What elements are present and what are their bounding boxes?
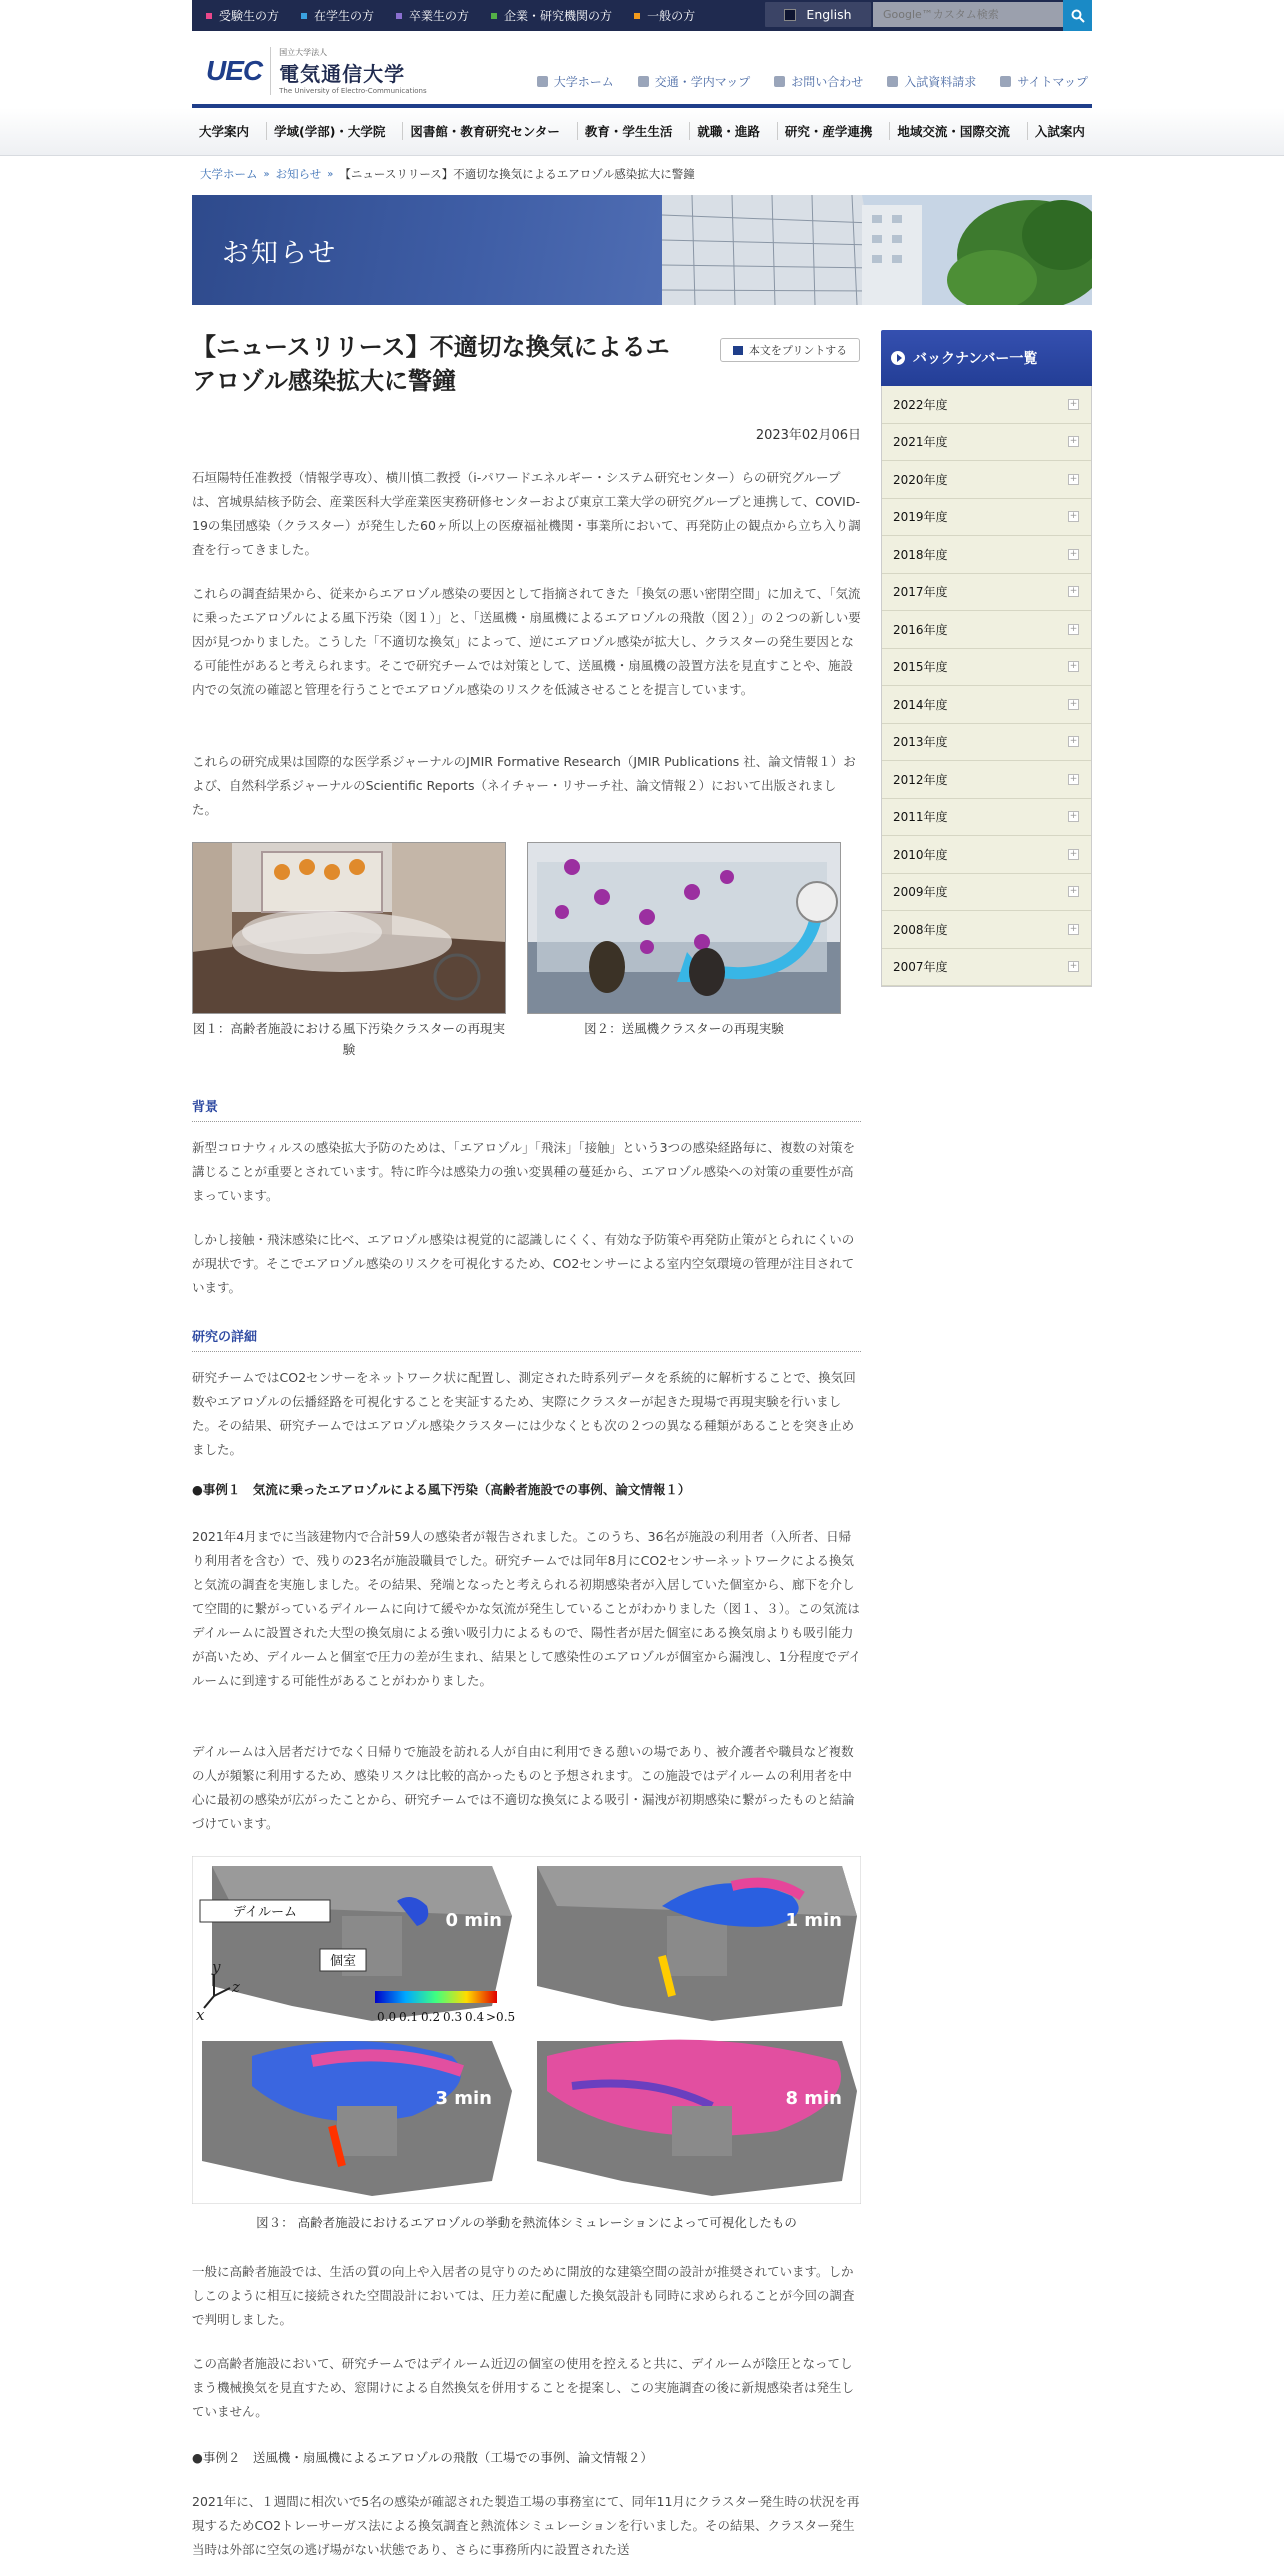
sidebar-item-2018[interactable] xyxy=(882,536,1091,574)
university-logo[interactable] xyxy=(206,47,427,95)
sidebar-item-2012[interactable] xyxy=(882,761,1091,799)
breadcrumb-home[interactable]: 大学ホーム xyxy=(200,167,258,181)
gnav-item-admissions[interactable]: 入試案内 xyxy=(1027,122,1092,140)
color-scale-bar xyxy=(375,1991,497,2003)
figure-3-caption: 図３： 高齢者施設におけるエアロゾルの挙動を熱流体シミュレーションによって可視化したもの xyxy=(256,2215,797,2230)
map-pin-icon xyxy=(638,76,649,87)
paragraph: 研究チームではCO2センサーをネットワーク状に配置し、測定された時系列データを系統的に解析することで、換気回数やエアロゾルの伝播経路を可視化することを実証するため、実際にクラスターが起きた現場で再現実験を行いました。その結果、研究チームではエアロゾル感染クラスターには少なくとも次の２つの異なる種類があることを突き止めました。 xyxy=(192,1370,856,1457)
globe-icon xyxy=(784,9,796,21)
sidebar-item-label: 2017年度 xyxy=(893,585,948,600)
section-heading-details: 研究の詳細 xyxy=(192,1326,861,1352)
square-bullet-icon xyxy=(491,13,497,19)
sidebar-item-2010[interactable] xyxy=(882,836,1091,874)
sidebar-item-label: 2019年度 xyxy=(893,510,948,525)
gnav-item-research[interactable]: 研究・産学連携 xyxy=(777,122,880,140)
gnav-item-career[interactable]: 就職・進路 xyxy=(689,122,767,140)
mail-icon xyxy=(774,76,785,87)
sidebar-item-label: 2014年度 xyxy=(893,697,948,712)
gnav-item-faculties[interactable]: 学域(学部)・大学院 xyxy=(266,122,392,140)
audience-link-label: 在学生の方 xyxy=(314,9,375,23)
sidebar-item-2022[interactable] xyxy=(882,386,1091,424)
sidebar-item-2016[interactable] xyxy=(882,611,1091,649)
top-utility-bar-inner xyxy=(192,0,1092,31)
plus-icon: + xyxy=(1069,923,1078,934)
header-link-map[interactable] xyxy=(638,73,751,90)
page-banner xyxy=(192,195,1092,305)
figure-2-photo xyxy=(527,842,841,1014)
top-utility-bar xyxy=(0,0,1284,31)
paragraph: 一般に高齢者施設では、生活の質の向上や入居者の見守りのために開放的な建築空間の設計が推奨されています。しかしこのように相互に接続された空間設計においては、圧力差に配慮した換気設計も同時に求められることが今回の調査で判明しました。 xyxy=(192,2264,855,2327)
scale-label: 0.0 xyxy=(377,2010,397,2024)
breadcrumb-news[interactable]: お知らせ xyxy=(275,167,322,181)
sidebar-item-2011[interactable] xyxy=(882,799,1091,837)
search-box xyxy=(873,2,1063,27)
plus-icon: + xyxy=(1069,511,1078,522)
sidebar-item-label: 2013年度 xyxy=(893,735,948,750)
sidebar-item-label: 2020年度 xyxy=(893,472,948,487)
sidebar-list xyxy=(881,386,1092,987)
figure-3 xyxy=(192,1856,861,2233)
header-link-label: 入試資料請求 xyxy=(904,75,977,89)
scale-label: 0.3 xyxy=(443,2010,463,2024)
arrow-circle-icon xyxy=(891,351,905,365)
header-link-label: 大学ホーム xyxy=(553,75,614,89)
logo-uec-mark: UEC xyxy=(206,55,263,86)
plus-icon: + xyxy=(1069,586,1078,597)
room-label: 個室 xyxy=(329,1954,357,1969)
plus-icon: + xyxy=(1069,661,1078,672)
search-button[interactable] xyxy=(1063,0,1092,31)
dayroom-label: デイルーム xyxy=(232,1905,298,1920)
plus-icon: + xyxy=(1069,548,1078,559)
case-1-heading: ●事例１ 気流に乗ったエアロゾルによる風下汚染（高齢者施設での事例、論文情報１） xyxy=(192,1482,691,1497)
document-icon xyxy=(887,76,898,87)
time-label-3min: 3 min xyxy=(435,2088,492,2109)
plus-icon: + xyxy=(1069,848,1078,859)
sidebar-item-2015[interactable] xyxy=(882,649,1091,687)
paragraph: これらの調査結果から、従来からエアロゾル感染の要因として指摘されてきた「換気の悪い密閉空間」に加えて、「気流に乗ったエアロゾルによる風下汚染（図１）」と、「送風機・扇風機によるエアロゾルの飛散（図２）」の２つの新しい要因が見つかりました。こうした「不適切な換気」によって、逆にエアロゾル感染が拡大し、クラスターの発生要因となる可能性があると考えられます。そこで研究チームでは対策として、送風機・扇風機の設置方法を見直すことや、施設内での気流の確認と管理を行うことでエアロゾル感染のリスクを低減させることを提言しています。 xyxy=(192,586,861,697)
sidebar-item-label: 2021年度 xyxy=(893,435,948,450)
plus-icon: + xyxy=(1069,886,1078,897)
sidebar-item-2019[interactable] xyxy=(882,499,1091,537)
sidebar-item-2021[interactable] xyxy=(882,424,1091,462)
plus-icon: + xyxy=(1069,473,1078,484)
english-label: English xyxy=(806,7,852,22)
search-icon xyxy=(1071,9,1085,23)
article-title: 【ニュースリリース】不適切な換気によるエアロゾル感染拡大に警鐘 xyxy=(192,333,670,395)
sidebar-item-label: 2008年度 xyxy=(893,922,948,937)
axis-y-label: y xyxy=(212,1958,221,1976)
plus-icon: + xyxy=(1069,736,1078,747)
header-link-home[interactable] xyxy=(537,73,614,90)
breadcrumb xyxy=(200,166,695,182)
sitemap-icon xyxy=(1000,76,1011,87)
sidebar-item-2008[interactable] xyxy=(882,911,1091,949)
audience-link-alumni[interactable] xyxy=(396,7,469,24)
paragraph: しかし接触・飛沫感染に比べ、エアロゾル感染は視覚的に認識しにくく、有効な予防策や再発防止策がとられにくいのが現状です。そこでエアロゾル感染のリスクを可視化するため、CO2センサーによる室内空気環境の管理が注目されています。 xyxy=(192,1232,855,1295)
breadcrumb-current: 【ニュースリリース】不適切な換気によるエアロゾル感染拡大に警鐘 xyxy=(339,167,695,181)
axis-z-label: z xyxy=(232,1978,240,1996)
plus-icon: + xyxy=(1069,623,1078,634)
square-bullet-icon xyxy=(634,13,640,19)
figure-1 xyxy=(192,842,506,1060)
plus-icon: + xyxy=(1069,961,1078,972)
figure-3-simulation xyxy=(192,1856,861,2204)
sidebar-item-label: 2022年度 xyxy=(893,397,948,412)
audience-link-companies[interactable] xyxy=(491,7,612,24)
sidebar-item-label: 2018年度 xyxy=(893,547,948,562)
print-button[interactable] xyxy=(720,338,860,362)
time-label-0min: 0 min xyxy=(445,1910,502,1931)
plus-icon: + xyxy=(1069,698,1078,709)
figure-2-caption: 図２：送風機クラスターの再現実験 xyxy=(584,1021,784,1036)
square-bullet-icon xyxy=(396,13,402,19)
gnav-item-education[interactable]: 教育・学生生活 xyxy=(577,122,680,140)
axis-x-label: x xyxy=(196,2006,205,2024)
home-icon xyxy=(537,76,548,87)
plus-icon: + xyxy=(1069,398,1078,409)
figure-1-caption: 図１：高齢者施設における風下汚染クラスターの再現実験 xyxy=(192,1021,506,1057)
english-button[interactable] xyxy=(765,2,871,27)
header-link-label: サイトマップ xyxy=(1017,75,1088,89)
sidebar-item-2017[interactable] xyxy=(882,574,1091,612)
sidebar-item-label: 2010年度 xyxy=(893,847,948,862)
sidebar-item-2009[interactable] xyxy=(882,874,1091,912)
case-2-heading: ●事例２ 送風機・扇風機によるエアロゾルの飛散（工場での事例、論文情報２） xyxy=(192,2450,653,2465)
paragraph: 石垣陽特任准教授（情報学専攻）、横川慎二教授（i-パワードエネルギー・システム研究センター）らの研究グループは、宮城県結核予防会、産業医科大学産業医実務研修センターおよび東京工業大学の研究グループと連携して、COVID-19の集団感染（クラスター）が発生した60ヶ所以上の医療福祉機関・事業所において、再発防止の観点から立ち入り調査を行ってきました。 xyxy=(192,470,861,557)
paragraph: この高齢者施設において、研究チームではデイルーム近辺の個室の使用を控えると共に、デイルームが陰圧となってしまう機械換気を見直すため、窓開けによる自然換気を併用することを提案し、この実施調査の後に新規感染者は発生していません。 xyxy=(192,2356,855,2419)
header-link-label: お問い合わせ xyxy=(791,75,864,89)
plus-icon: + xyxy=(1069,436,1078,447)
banner-building-photo xyxy=(662,195,1092,305)
figure-2 xyxy=(527,842,841,1039)
time-label-8min: 8 min xyxy=(785,2088,842,2109)
header-links xyxy=(513,73,1088,90)
sidebar-heading xyxy=(881,330,1092,386)
audience-link-applicants[interactable] xyxy=(206,7,279,24)
sidebar-item-2013[interactable] xyxy=(882,724,1091,762)
audience-link-label: 受験生の方 xyxy=(219,9,280,23)
sidebar-title: バックナンバー一覧 xyxy=(913,351,1038,367)
header-link-label: 交通・学内マップ xyxy=(654,75,751,89)
logo-text xyxy=(270,47,427,95)
audience-link-students[interactable] xyxy=(301,7,374,24)
breadcrumb-separator-icon: » xyxy=(327,168,334,180)
time-label-1min: 1 min xyxy=(785,1910,842,1931)
sidebar-item-label: 2007年度 xyxy=(893,960,948,975)
square-bullet-icon xyxy=(206,13,212,19)
audience-nav xyxy=(192,0,703,31)
gnav-item-international[interactable]: 地域交流・国際交流 xyxy=(889,122,1017,140)
plus-icon: + xyxy=(1069,811,1078,822)
sidebar-item-label: 2015年度 xyxy=(893,660,948,675)
section-heading-background: 背景 xyxy=(192,1096,861,1122)
square-bullet-icon xyxy=(301,13,307,19)
audience-link-label: 卒業生の方 xyxy=(409,9,470,23)
figure-1-photo xyxy=(192,842,506,1014)
banner-title: お知らせ xyxy=(222,238,338,269)
article-date: 2023年02月06日 xyxy=(755,428,861,443)
sidebar-item-label: 2011年度 xyxy=(893,810,948,825)
scale-label: 0.1 xyxy=(399,2010,419,2024)
scale-label: >0.5 xyxy=(486,2010,516,2024)
scale-label: 0.4 xyxy=(465,2010,485,2024)
sidebar-backnumbers xyxy=(881,330,1092,987)
logo-japanese-name: 電気通信大学 xyxy=(279,62,406,86)
paragraph: 新型コロナウィルスの感染拡大予防のためは、「エアロゾル」「飛沫」「接触」という3つの感染経路毎に、複数の対策を講じることが重要とされています。特に昨今は感染力の強い変異種の蔓延から、エアロゾル感染への対策の重要性が高まっています。 xyxy=(192,1140,856,1203)
audience-link-label: 企業・研究機関の方 xyxy=(504,9,613,23)
header-link-contact[interactable] xyxy=(774,73,863,90)
sidebar-item-label: 2009年度 xyxy=(893,885,948,900)
sidebar-item-label: 2016年度 xyxy=(893,622,948,637)
plus-icon: + xyxy=(1069,773,1078,784)
sidebar-item-2007[interactable] xyxy=(882,949,1091,987)
global-nav xyxy=(192,112,1092,150)
print-label: 本文をプリントする xyxy=(748,344,848,357)
banner-title-panel xyxy=(192,195,662,305)
sidebar-item-label: 2012年度 xyxy=(893,772,948,787)
printer-icon xyxy=(733,346,743,355)
audience-link-general[interactable] xyxy=(634,7,695,24)
sidebar-item-2014[interactable] xyxy=(882,686,1091,724)
site-header xyxy=(192,31,1092,108)
breadcrumb-separator-icon: » xyxy=(263,168,270,180)
header-link-sitemap[interactable] xyxy=(1000,73,1088,90)
header-link-brochure[interactable] xyxy=(887,73,976,90)
sidebar-item-2020[interactable] xyxy=(882,461,1091,499)
scale-label: 0.2 xyxy=(421,2010,441,2024)
paragraph: これらの研究成果は国際的な医学系ジャーナルのJMIR Formative Research（JMIR Publications 社、論文情報１）および、自然科学系ジャーナルのScientific Reports（ネイチャー・リサーチ社、論文情報２）において出版されました。 xyxy=(192,754,856,817)
gnav-item-library[interactable]: 図書館・教育研究センター xyxy=(402,122,567,140)
gnav-item-about[interactable]: 大学案内 xyxy=(199,124,250,139)
paragraph: 2021年4月までに当該建物内で合計59人の感染者が報告されました。このうち、36名が施設の利用者（入所者、日帰り利用者を含む）で、残りの23名が施設職員でした。研究チームでは同年8月にCO2センサーネットワークによる換気と気流の調査を実施しました。その結果、発端となったと考えられる初期感染者が入居していた個室から、廊下を介して空間的に繋がっているデイルームに向けて緩やかな気流が発生していることがわかりました（図１、３）。この気流はデイルームに設置された大型の換気扇による強い吸引力によるもので、陽性者が居た個室にある換気扇よりも吸引能力が高いため、デイルームと個室で圧力の差が生まれ、結果として感染性のエアロゾルが個室から漏洩し、1分程度でデイルームに到達する可能性があることがわかりました。 xyxy=(192,1529,861,1688)
logo-english-name: The University of Electro-Communications xyxy=(279,87,427,95)
logo-small-text: 国立大学法人 xyxy=(279,48,328,57)
paragraph: デイルームは入居者だけでなく日帰りで施設を訪れる人が自由に利用できる憩いの場であり、被介護者や職員など複数の人が頻繁に利用するため、感染リスクは比較的高かったものと予想されます。この施設ではデイルームの利用者を中心に最初の感染が広がったことから、研究チームでは不適切な換気による吸引・漏洩が初期感染に繋がったものと結論づけています。 xyxy=(192,1744,855,1831)
paragraph: 2021年に、１週間に相次いで5名の感染が確認された製造工場の事務室にて、同年11月にクラスター発生時の状況を再現するためCO2トレーサーガス法による換気調査と熱流体シミュレーションを行いました。その結果、クラスター発生当時は外部に空気の逃げ場がない状態であり、さらに事務所内に設置された送 xyxy=(192,2494,860,2557)
audience-link-label: 一般の方 xyxy=(647,9,696,23)
search-input[interactable] xyxy=(873,2,1063,27)
